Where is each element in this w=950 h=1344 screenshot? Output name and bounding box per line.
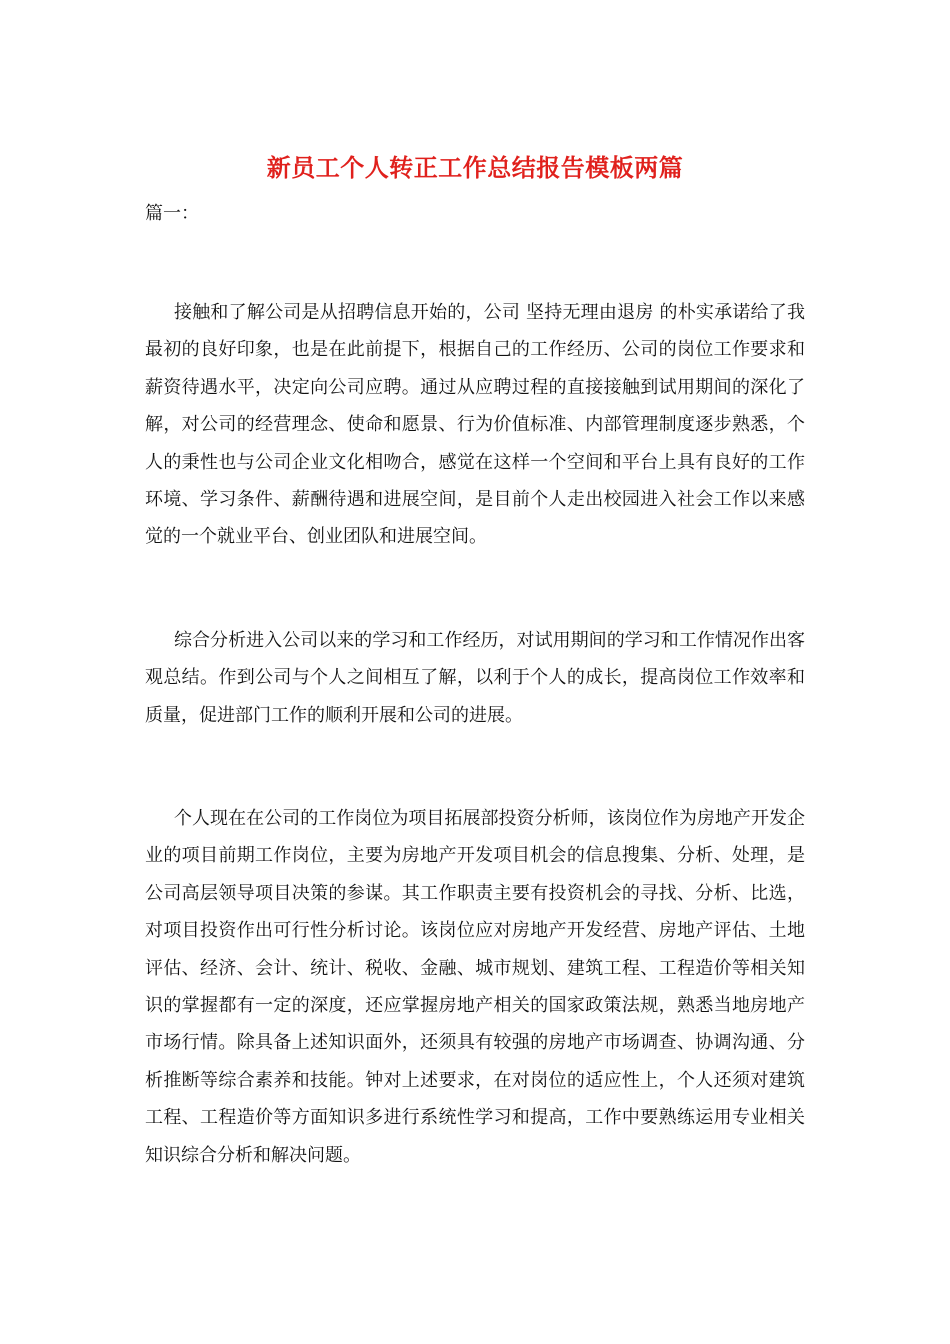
paragraph-3: 个人现在在公司的工作岗位为项目拓展部投资分析师，该岗位作为房地产开发企业的项目前期工作岗位，主要为房地产开发项目机会的信息搜集、分析、处理，是公司高层领导项目决策的参谋。其工作职责主要有投资机会的寻找、分析、比选，对项目投资作出可行性分析讨论。该岗位应对房地产开发经营、房地产评估、土地评估、经济、会计、统计、税收、金融、城市规划、建筑工程、工程造价等相关知识的掌握都有一定的深度，还应掌握房地产相关的国家政策法规，熟悉当地房地产市场行情。除具备上述知识面外，还须具有较强的房地产市场调查、协调沟通、分析推断等综合素养和技能。钟对上述要求，在对岗位的适应性上，个人还须对建筑工程、工程造价等方面知识多进行系统性学习和提高，工作中要熟练运用专业相关知识综合分析和解决问题。 xyxy=(145,808,805,1166)
paragraph-1: 接触和了解公司是从招聘信息开始的，公司 坚持无理由退房 的朴实承诺给了我最初的良好印象，也是在此前提下，根据自己的工作经历、公司的岗位工作要求和薪资待遇水平，决定向公司应聘。通过从应聘过程的直接接触到试用期间的深化了解，对公司的经营理念、使命和愿景、行为价值标准、内部管理制度逐步熟悉，个人的秉性也与公司企业文化相吻合，感觉在这样一个空间和平台上具有良好的工作环境、学习条件、薪酬待遇和进展空间，是目前个人走出校园进入社会工作以来感觉的一个就业平台、创业团队和进展空间。 xyxy=(145,302,805,548)
section-label: 篇一： xyxy=(145,203,199,224)
paragraph-2: 综合分析进入公司以来的学习和工作经历，对试用期间的学习和工作情况作出客观总结。作到公司与个人之间相互了解，以利于个人的成长，提高岗位工作效率和质量，促进部门工作的顺利开展和公司的进展。 xyxy=(145,630,805,726)
document-title: 新员工个人转正工作总结报告模板两篇 xyxy=(266,153,684,182)
